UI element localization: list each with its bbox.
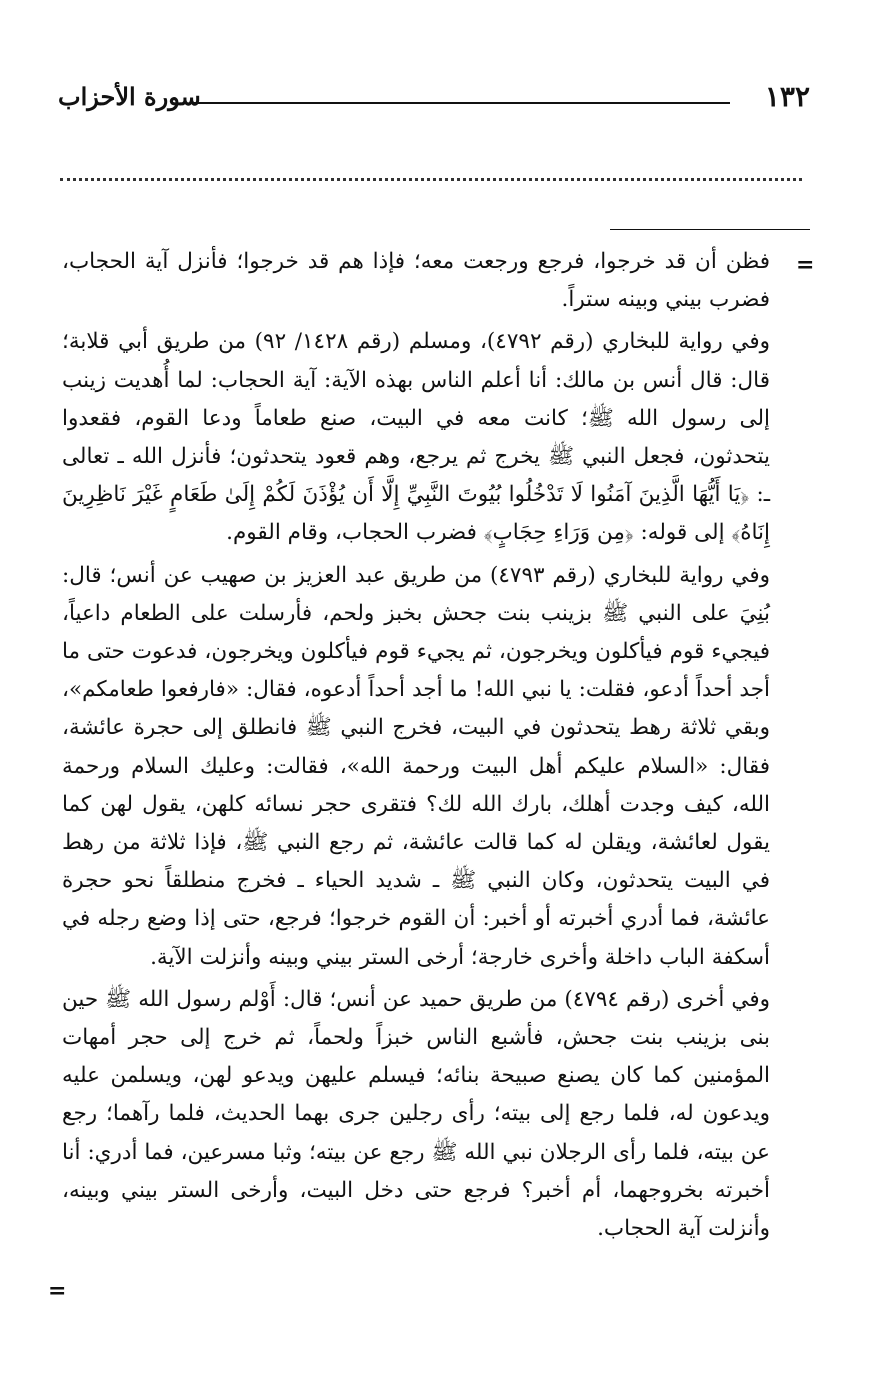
header-rule [193,102,730,104]
running-title: سورة الأحزاب [58,82,201,111]
footnote-separator [610,229,810,230]
page-header [58,80,810,130]
continuation-mark-end: = [48,1278,67,1304]
footnote-paragraph-1: فظن أن قد خرجوا، فرجع ورجعت معه؛ فإذا هم قد خرجوا؛ فأنزل آية الحجاب، فضرب بيني وبينه ستراً. [62,249,770,313]
page-number: ١٣٢ [764,80,810,113]
footnote-paragraph-3: وفي رواية للبخاري (رقم ٤٧٩٣) من طريق عبد العزيز بن صهيب عن أنس؛ قال: بُنِيَ على النبي ﷺ بزينب بنت جحش بخبز ولحم، فأرسلت على الطعام داعياً، فيجيء قوم فيأكلون ويخرجون، ثم يجيء قوم فيأكلون ويخرجون، فدعوت حتى ما أجد أحداً أدعو، فقلت: يا نبي الله! ما أجد أحداً أدعوه، فقال: «فارفعوا طعامكم»، وبقي ثلاثة رهط يتحدثون في البيت، فخرج النبي ﷺ فانطلق إلى حجرة عائشة، فقال: «السلام عليكم أهل البيت ورحمة الله»، فقالت: وعليك السلام ورحمة الله، كيف وجدت أهلك، بارك الله لك؟ فتقرى حجر نسائه كلهن، يقول لهن كما يقول لعائشة، ويقلن له كما قالت عائشة، ثم رجع النبي ﷺ، فإذا ثلاثة من رهط في البيت يتحدثون، وكان النبي ﷺ ـ شديد الحياء ـ فخرج منطلقاً نحو حجرة عائشة، فما أدري أخبرته أو أخبر: أن القوم خرجوا؛ فرجع، حتى إذا وضع رجله في أسكفة الباب داخلة وأخرى خارجة؛ أرخى الستر بيني وبينه وأنزلت الآية. [62,562,770,970]
continuation-mark-start: = [796,252,815,278]
footnote-text [62,243,770,1252]
footnote-paragraph-2: وفي رواية للبخاري (رقم ٤٧٩٢)، ومسلم (رقم ١٤٢٨/ ٩٢) من طريق أبي قلابة؛ قال: قال أنس بن مالك: أنا أعلم الناس بهذه الآية: آية الحجاب: لما أُهديت زينب إلى رسول الله ﷺ؛ كانت معه في البيت، صنع طعاماً ودعا القوم، فقعدوا يتحدثون، فجعل النبي ﷺ يخرج ثم يرجع، وهم قعود يتحدثون؛ فأنزل الله ـ تعالى ـ: ﴿يَا أَيُّهَا الَّذِينَ آمَنُوا لَا تَدْخُلُوا بُيُوتَ النَّبِيِّ إِلَّا أَن يُؤْذَنَ لَكُمْ إِلَىٰ طَعَامٍ غَيْرَ نَاظِرِينَ إِنَاهُ﴾ إلى قوله: ﴿مِن وَرَاءِ حِجَابٍ﴾ فضرب الحجاب، وقام القوم. [62,329,771,546]
dotted-separator [60,178,802,181]
footnote-paragraph-4: وفي أخرى (رقم ٤٧٩٤) من طريق حميد عن أنس؛ قال: أَوْلم رسول الله ﷺ حين بنى بزينب بنت جحش، فأشبع الناس خبزاً ولحماً، ثم خرج إلى حجر أمهات المؤمنين كما كان يصنع صبيحة بنائه؛ فيسلم عليهن ويدعو لهن، ويسلمن عليه ويدعون له، فلما رجع إلى بيته؛ رأى رجلين جرى بهما الحديث، فلما رآهما؛ رجع عن بيته، فلما رأى الرجلان نبي الله ﷺ رجع عن بيته؛ وثبا مسرعين، فما أدري: أنا أخبرته بخروجهما، أم أخبر؟ فرجع حتى دخل البيت، وأرخى الستر بيني وبينه، وأنزلت آية الحجاب. [62,986,770,1242]
